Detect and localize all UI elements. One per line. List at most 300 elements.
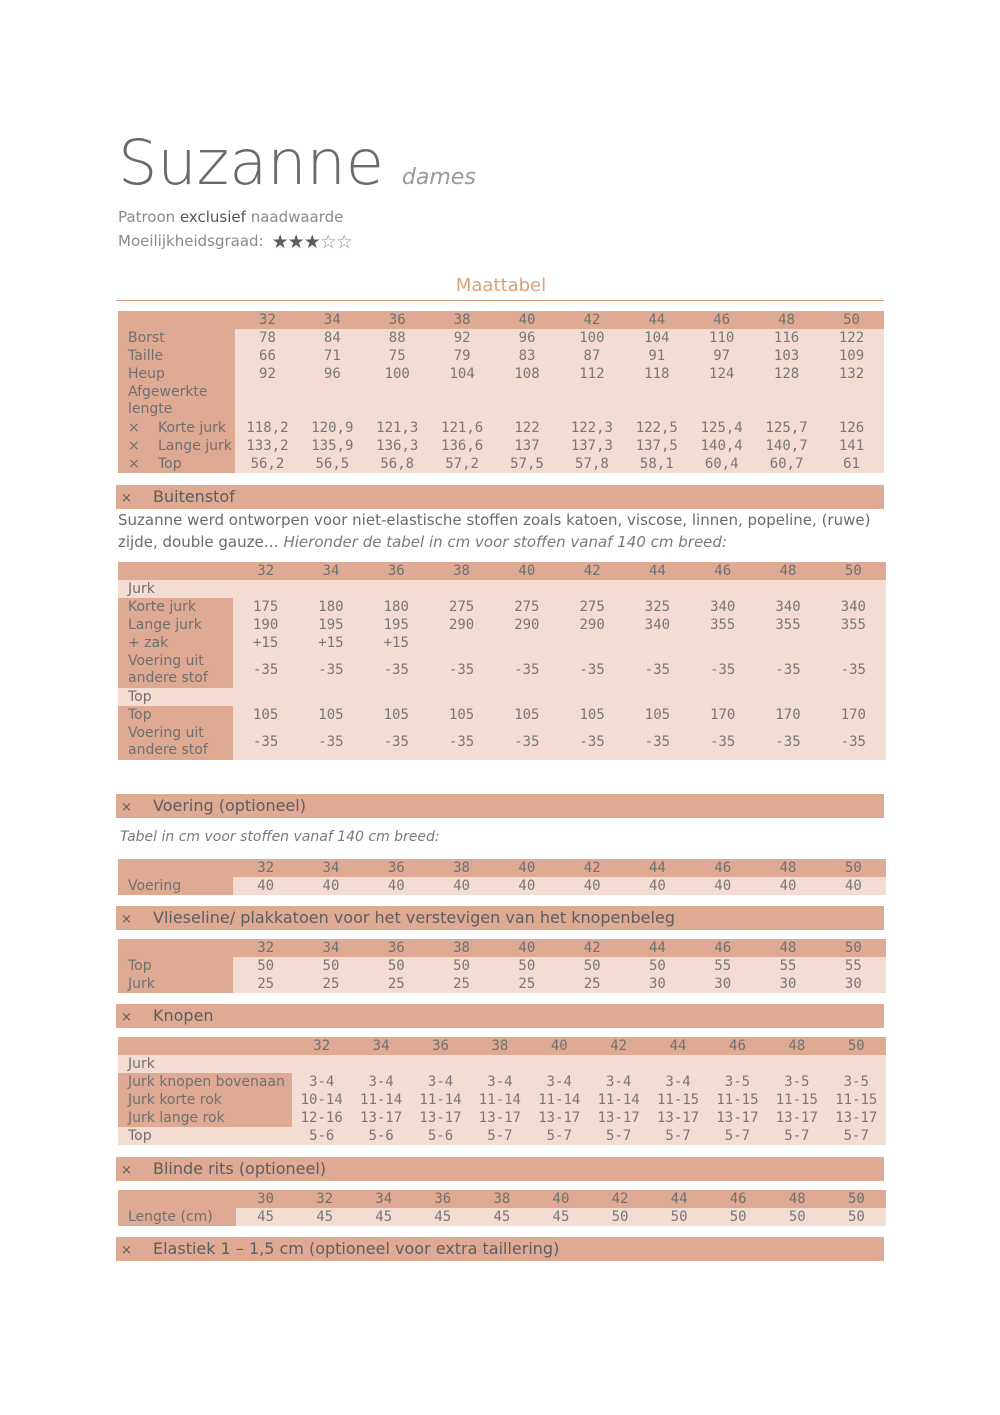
group-label: Top	[118, 688, 233, 706]
row-label: Jurk knopen bovenaan	[118, 1073, 292, 1091]
table-cell: 40	[364, 877, 429, 895]
row-label-text: Korte jurk	[158, 419, 226, 436]
table-cell: 40	[233, 877, 298, 895]
vlieseline-table	[118, 939, 886, 993]
table-cell: 97	[689, 347, 754, 365]
table-cell: 10-14	[292, 1091, 351, 1109]
size-header-cell: 38	[429, 859, 494, 877]
table-cell: 60,4	[689, 455, 754, 473]
table-cell: 103	[754, 347, 819, 365]
row-label: Top	[118, 706, 233, 724]
group-filler	[767, 1055, 826, 1073]
table-cell: -35	[494, 724, 559, 760]
row-label: Taille	[118, 347, 235, 365]
table-cell: 25	[233, 975, 298, 993]
row-label: Top	[118, 957, 233, 975]
table-cell: 57,8	[559, 455, 624, 473]
table-cell: 11-14	[589, 1091, 648, 1109]
table-cell: 40	[690, 877, 755, 895]
table-cell: 290	[559, 616, 624, 634]
size-header-cell: 48	[754, 311, 819, 329]
size-header-cell: 34	[354, 1190, 413, 1208]
table-cell: -35	[625, 652, 690, 688]
table-row	[118, 975, 886, 993]
size-header-cell: 44	[625, 859, 690, 877]
table-cell: 355	[821, 616, 886, 634]
table-row	[118, 437, 884, 455]
table-cell: 57,2	[430, 455, 495, 473]
table-row	[118, 347, 884, 365]
table-cell: 50	[768, 1208, 827, 1226]
size-header-cell: 50	[821, 562, 886, 580]
table-cell: 5-6	[411, 1127, 470, 1145]
table-cell: 175	[233, 598, 298, 616]
table-cell: 55	[755, 957, 820, 975]
table-cell	[755, 634, 820, 652]
table-cell: 25	[364, 975, 429, 993]
group-label: Jurk	[118, 1055, 292, 1073]
table-cell: 50	[650, 1208, 709, 1226]
difficulty-label: Moeilijkheidsgraad:	[118, 232, 264, 250]
table-cell: 122,3	[559, 419, 624, 437]
table-cell: -35	[494, 652, 559, 688]
table-row	[118, 598, 886, 616]
size-header-cell: 40	[494, 939, 559, 957]
row-label: Jurk	[118, 975, 233, 993]
table-cell	[429, 634, 494, 652]
table-row	[118, 616, 886, 634]
table-cell: 3-5	[708, 1073, 767, 1091]
size-header-cell: 32	[292, 1037, 351, 1055]
size-header-cell: 36	[411, 1037, 470, 1055]
size-header-corner	[118, 939, 233, 957]
table-cell: 40	[625, 877, 690, 895]
table-cell: 180	[298, 598, 363, 616]
group-filler	[429, 688, 494, 706]
table-cell: -35	[233, 724, 298, 760]
table-cell: 92	[430, 329, 495, 347]
row-label-text: Top	[158, 455, 182, 472]
table-cell	[690, 634, 755, 652]
table-cell: 11-15	[767, 1091, 826, 1109]
table-cell: 60,7	[754, 455, 819, 473]
table-cell	[821, 634, 886, 652]
table-cell: 66	[235, 347, 300, 365]
table-cell: 45	[413, 1208, 472, 1226]
section-bar-buitenstof: × Buitenstof	[116, 485, 884, 509]
size-header-corner	[118, 311, 235, 329]
table-cell: 11-14	[411, 1091, 470, 1109]
section-bar-rits: × Blinde rits (optioneel)	[116, 1157, 884, 1181]
size-header-cell: 40	[494, 859, 559, 877]
table-cell: 11-14	[351, 1091, 410, 1109]
table-cell: 5-7	[767, 1127, 826, 1145]
table-cell: 190	[233, 616, 298, 634]
star-filled-icon: ★	[287, 231, 304, 253]
table-cell: 137,5	[624, 437, 689, 455]
table-cell: 79	[430, 347, 495, 365]
table-cell: 56,2	[235, 455, 300, 473]
group-filler	[648, 1055, 707, 1073]
table-cell: 118,2	[235, 419, 300, 437]
table-cell: 140,4	[689, 437, 754, 455]
group-filler	[494, 688, 559, 706]
size-header-cell: 42	[559, 562, 624, 580]
table-cell: 105	[559, 706, 624, 724]
size-header-row	[118, 311, 884, 329]
table-cell: 5-7	[827, 1127, 886, 1145]
table-cell: 11-15	[827, 1091, 886, 1109]
table-cell: 56,5	[300, 455, 365, 473]
star-empty-icon: ☆	[335, 231, 352, 253]
table-row	[118, 383, 884, 419]
table-cell: 75	[365, 347, 430, 365]
group-filler	[530, 1055, 589, 1073]
table-cell: -35	[625, 724, 690, 760]
size-header-cell: 40	[530, 1037, 589, 1055]
group-filler	[364, 688, 429, 706]
table-cell: 137	[495, 437, 560, 455]
table-cell: 12-16	[292, 1109, 351, 1127]
section-bar-vlieseline: × Vlieseline/ plakkatoen voor het verstevigen van het knopenbeleg	[116, 906, 884, 930]
size-header-cell: 32	[233, 859, 298, 877]
table-cell: 340	[821, 598, 886, 616]
size-header-cell: 48	[755, 562, 820, 580]
table-cell: 55	[821, 957, 886, 975]
table-row	[118, 1127, 886, 1145]
group-filler	[351, 1055, 410, 1073]
table-cell: 3-4	[648, 1073, 707, 1091]
size-header-cell: 34	[298, 939, 363, 957]
table-cell: 50	[709, 1208, 768, 1226]
table-cell	[235, 383, 300, 419]
row-label: Voering	[118, 877, 233, 895]
table-cell: 118	[624, 365, 689, 383]
group-filler	[755, 688, 820, 706]
table-cell: 50	[625, 957, 690, 975]
size-table	[118, 311, 884, 473]
table-cell: 45	[531, 1208, 590, 1226]
table-cell: 5-7	[470, 1127, 529, 1145]
table-cell: 13-17	[708, 1109, 767, 1127]
table-cell	[559, 634, 624, 652]
table-cell: 108	[495, 365, 560, 383]
size-header-cell: 34	[351, 1037, 410, 1055]
table-cell: 40	[494, 877, 559, 895]
group-filler	[364, 580, 429, 598]
size-header-cell: 32	[233, 562, 298, 580]
section-marker: ×	[121, 1243, 132, 1258]
table-row	[118, 1208, 886, 1226]
size-header-cell: 48	[755, 939, 820, 957]
table-cell: 125,7	[754, 419, 819, 437]
table-cell: 13-17	[827, 1109, 886, 1127]
heading-divider	[116, 300, 884, 301]
table-cell: 50	[559, 957, 624, 975]
difficulty	[118, 231, 352, 253]
table-cell: 180	[364, 598, 429, 616]
table-cell: 137,3	[559, 437, 624, 455]
table-cell: 50	[429, 957, 494, 975]
table-cell: 104	[430, 365, 495, 383]
table-cell: 355	[755, 616, 820, 634]
size-header-corner	[118, 562, 233, 580]
section-marker: ×	[121, 1010, 132, 1025]
table-cell: 58,1	[624, 455, 689, 473]
size-header-cell: 32	[233, 939, 298, 957]
size-header-cell: 50	[827, 1190, 886, 1208]
row-label: Borst	[118, 329, 235, 347]
group-filler	[233, 688, 298, 706]
table-cell: 13-17	[648, 1109, 707, 1127]
size-header-corner	[118, 1190, 236, 1208]
size-header-cell: 40	[531, 1190, 590, 1208]
table-cell: 109	[819, 347, 884, 365]
group-filler	[755, 580, 820, 598]
table-cell: -35	[364, 652, 429, 688]
table-cell: 40	[821, 877, 886, 895]
table-cell: 50	[364, 957, 429, 975]
table-cell: 124	[689, 365, 754, 383]
page-title: Suzanne dames	[118, 126, 476, 199]
size-header-cell: 32	[235, 311, 300, 329]
table-cell: 133,2	[235, 437, 300, 455]
row-label: Lengte (cm)	[118, 1208, 236, 1226]
group-filler	[625, 688, 690, 706]
table-cell: 104	[624, 329, 689, 347]
row-marker: ×	[128, 455, 140, 472]
size-header-cell: 46	[689, 311, 754, 329]
section-bar-voering: × Voering (optioneel)	[116, 794, 884, 818]
section-marker: ×	[121, 912, 132, 927]
table-cell: 141	[819, 437, 884, 455]
table-cell: 50	[298, 957, 363, 975]
table-cell: -35	[690, 724, 755, 760]
group-filler	[470, 1055, 529, 1073]
size-header-cell: 44	[625, 939, 690, 957]
table-cell: +15	[233, 634, 298, 652]
size-header-cell: 46	[690, 562, 755, 580]
table-cell: 13-17	[589, 1109, 648, 1127]
table-cell	[819, 383, 884, 419]
table-cell: 120,9	[300, 419, 365, 437]
table-cell: 50	[827, 1208, 886, 1226]
table-cell: 122	[819, 329, 884, 347]
table-cell: 3-4	[530, 1073, 589, 1091]
table-cell: 56,8	[365, 455, 430, 473]
table-cell: +15	[364, 634, 429, 652]
table-cell: 13-17	[530, 1109, 589, 1127]
row-label: Korte jurk	[118, 598, 233, 616]
table-cell	[625, 634, 690, 652]
group-filler	[690, 688, 755, 706]
table-cell: 84	[300, 329, 365, 347]
row-label: Voering uit andere stof	[118, 724, 233, 760]
table-cell: 5-7	[530, 1127, 589, 1145]
table-row	[118, 877, 886, 895]
group-filler	[821, 688, 886, 706]
table-cell: 96	[300, 365, 365, 383]
size-header-cell: 30	[236, 1190, 295, 1208]
table-cell: 136,6	[430, 437, 495, 455]
table-cell: 340	[625, 616, 690, 634]
group-filler	[494, 580, 559, 598]
size-header-cell: 46	[690, 859, 755, 877]
table-cell: 11-14	[530, 1091, 589, 1109]
table-cell: 25	[298, 975, 363, 993]
size-header-row	[118, 1190, 886, 1208]
table-cell: 112	[559, 365, 624, 383]
size-header-cell: 36	[413, 1190, 472, 1208]
group-filler	[559, 580, 624, 598]
row-label: Lange jurk	[118, 616, 233, 634]
table-cell: 88	[365, 329, 430, 347]
section-bar-knopen: × Knopen	[116, 1004, 884, 1028]
table-cell: -35	[690, 652, 755, 688]
table-cell: 55	[690, 957, 755, 975]
table-cell: +15	[298, 634, 363, 652]
table-cell: 25	[429, 975, 494, 993]
size-header-corner	[118, 1037, 292, 1055]
table-cell: 30	[625, 975, 690, 993]
row-label	[118, 419, 235, 437]
row-marker: ×	[128, 437, 140, 454]
size-header-cell: 38	[429, 939, 494, 957]
table-cell: 40	[755, 877, 820, 895]
table-cell: 100	[559, 329, 624, 347]
table-cell: 13-17	[767, 1109, 826, 1127]
buitenstof-description: Suzanne werd ontworpen voor niet-elastische stoffen zoals katoen, viscose, linnen, popeline, (ruwe) zijde, double gauze… Hieronder de tabel in cm voor stoffen vanaf 140 cm breed:	[118, 511, 871, 551]
row-label	[118, 437, 235, 455]
size-header-cell: 38	[430, 311, 495, 329]
size-header-cell: 44	[648, 1037, 707, 1055]
size-header-cell: 36	[364, 939, 429, 957]
table-cell: 45	[354, 1208, 413, 1226]
size-header-cell: 36	[364, 859, 429, 877]
table-row	[118, 1073, 886, 1091]
size-header-cell: 38	[470, 1037, 529, 1055]
table-cell: -35	[298, 652, 363, 688]
table-cell: 195	[298, 616, 363, 634]
table-cell: 121,6	[430, 419, 495, 437]
table-cell: 40	[559, 877, 624, 895]
table-cell: 13-17	[351, 1109, 410, 1127]
table-cell: 30	[690, 975, 755, 993]
table-row	[118, 419, 884, 437]
table-cell: 11-15	[708, 1091, 767, 1109]
table-row	[118, 455, 884, 473]
table-row	[118, 724, 886, 760]
table-cell: 125,4	[689, 419, 754, 437]
row-label: Top	[118, 1127, 292, 1145]
table-cell: 105	[364, 706, 429, 724]
table-cell: 105	[298, 706, 363, 724]
size-header-cell: 50	[821, 859, 886, 877]
group-filler	[429, 580, 494, 598]
table-cell: 275	[494, 598, 559, 616]
size-header-cell: 42	[559, 311, 624, 329]
size-header-cell: 44	[624, 311, 689, 329]
group-filler	[625, 580, 690, 598]
group-filler	[827, 1055, 886, 1073]
size-header-cell: 48	[768, 1190, 827, 1208]
row-label: Heup	[118, 365, 235, 383]
size-header-row	[118, 939, 886, 957]
table-cell: 340	[690, 598, 755, 616]
table-cell	[689, 383, 754, 419]
table-row	[118, 652, 886, 688]
row-label: Afgewerkte lengte	[118, 383, 235, 419]
table-cell: 355	[690, 616, 755, 634]
star-filled-icon: ★	[303, 231, 320, 253]
size-header-cell: 42	[589, 1037, 648, 1055]
size-header-row	[118, 1037, 886, 1055]
table-cell: 30	[821, 975, 886, 993]
table-cell: 275	[429, 598, 494, 616]
table-cell: 96	[495, 329, 560, 347]
table-cell: 100	[365, 365, 430, 383]
star-filled-icon: ★	[271, 231, 288, 253]
group-filler	[708, 1055, 767, 1073]
table-cell: 3-4	[411, 1073, 470, 1091]
size-header-cell: 44	[625, 562, 690, 580]
row-label: Voering uit andere stof	[118, 652, 233, 688]
table-cell: -35	[429, 724, 494, 760]
group-row	[118, 1055, 886, 1073]
table-cell: 122	[495, 419, 560, 437]
group-filler	[411, 1055, 470, 1073]
table-cell: 128	[754, 365, 819, 383]
table-cell: 45	[236, 1208, 295, 1226]
section-marker: ×	[121, 800, 132, 815]
table-cell: -35	[821, 724, 886, 760]
size-header-cell: 42	[559, 939, 624, 957]
table-row	[118, 1091, 886, 1109]
table-cell: 105	[625, 706, 690, 724]
table-cell: 121,3	[365, 419, 430, 437]
table-cell: 71	[300, 347, 365, 365]
table-cell: 40	[298, 877, 363, 895]
table-cell: 116	[754, 329, 819, 347]
table-cell: 25	[494, 975, 559, 993]
row-label: + zak	[118, 634, 233, 652]
row-label: Jurk lange rok	[118, 1109, 292, 1127]
rits-table	[118, 1190, 886, 1226]
star-empty-icon: ☆	[319, 231, 336, 253]
table-row	[118, 365, 884, 383]
size-header-cell: 46	[708, 1037, 767, 1055]
table-cell	[624, 383, 689, 419]
table-cell: 57,5	[495, 455, 560, 473]
table-cell: 40	[429, 877, 494, 895]
size-header-cell: 34	[298, 562, 363, 580]
group-label: Jurk	[118, 580, 233, 598]
table-row	[118, 634, 886, 652]
buitenstof-table	[118, 562, 886, 760]
table-cell: 170	[755, 706, 820, 724]
size-header-cell: 42	[590, 1190, 649, 1208]
table-cell: 50	[233, 957, 298, 975]
size-header-corner	[118, 859, 233, 877]
size-table-heading: Maattabel	[455, 275, 547, 296]
table-cell: 30	[755, 975, 820, 993]
table-cell: 45	[295, 1208, 354, 1226]
voering-table	[118, 859, 886, 895]
table-cell: 5-6	[351, 1127, 410, 1145]
size-header-cell: 40	[495, 311, 560, 329]
group-row	[118, 580, 886, 598]
table-cell: 92	[235, 365, 300, 383]
